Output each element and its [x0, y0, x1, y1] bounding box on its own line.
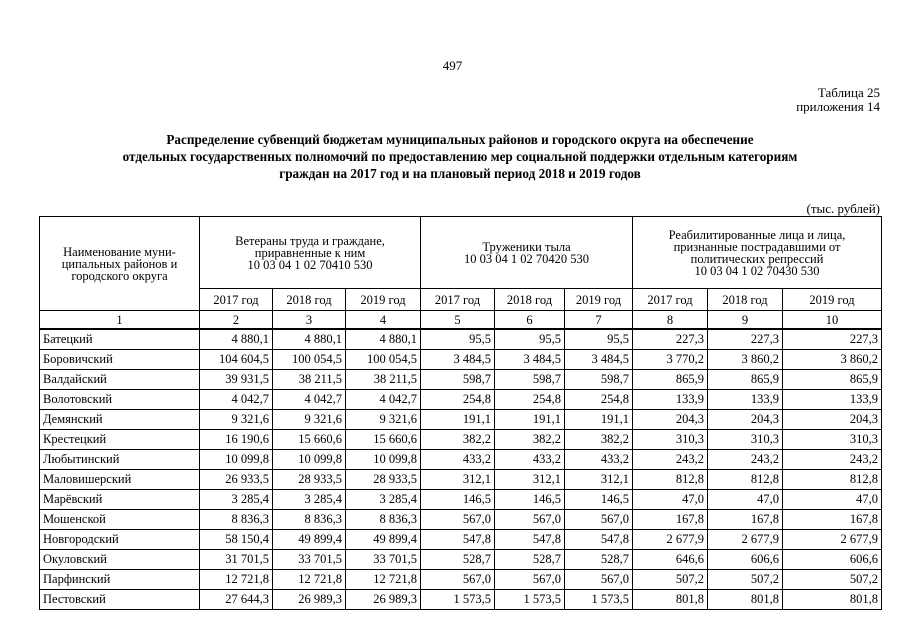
amount-cell: 104 604,5: [200, 350, 273, 370]
amount-cell: 38 211,5: [273, 370, 346, 390]
year-header: 2019 год: [783, 289, 882, 311]
amount-cell: 3 285,4: [200, 490, 273, 510]
amount-cell: 4 880,1: [273, 329, 346, 350]
year-header: 2018 год: [495, 289, 565, 311]
amount-cell: 567,0: [421, 570, 495, 590]
table-number: Таблица 25: [817, 85, 880, 100]
amount-cell: 1 573,5: [495, 590, 565, 610]
amount-cell: 167,8: [708, 510, 783, 530]
budget-code: 10 03 04 1 02 70430 530: [694, 263, 820, 278]
amount-cell: 567,0: [565, 510, 633, 530]
district-name: Окуловский: [40, 550, 200, 570]
amount-cell: 3 285,4: [346, 490, 421, 510]
amount-cell: 2 677,9: [633, 530, 708, 550]
amount-cell: 547,8: [421, 530, 495, 550]
title-line-2: отдельных государственных полномочий по предоставлению мер социальной поддержки отдельным категориям: [122, 149, 798, 164]
year-header: 2019 год: [346, 289, 421, 311]
year-header: 2017 год: [421, 289, 495, 311]
amount-cell: 26 989,3: [346, 590, 421, 610]
district-name: Батецкий: [40, 329, 200, 350]
district-name: Валдайский: [40, 370, 200, 390]
column-number: 6: [495, 311, 565, 330]
amount-cell: 3 484,5: [565, 350, 633, 370]
district-name: Крестецкий: [40, 430, 200, 450]
amount-cell: 3 484,5: [421, 350, 495, 370]
amount-cell: 9 321,6: [346, 410, 421, 430]
amount-cell: 528,7: [565, 550, 633, 570]
amount-cell: 310,3: [633, 430, 708, 450]
column-number: 1: [40, 311, 200, 330]
column-number: 3: [273, 311, 346, 330]
amount-cell: 865,9: [783, 370, 882, 390]
district-name: Новгородский: [40, 530, 200, 550]
year-header: 2018 год: [708, 289, 783, 311]
amount-cell: 3 285,4: [273, 490, 346, 510]
table-row: [40, 370, 882, 390]
amount-cell: 2 677,9: [708, 530, 783, 550]
amount-cell: 47,0: [633, 490, 708, 510]
document-title: [40, 131, 880, 182]
amount-cell: 312,1: [495, 470, 565, 490]
amount-cell: 4 042,7: [200, 390, 273, 410]
district-name: Демянский: [40, 410, 200, 430]
group-title: Ветераны труда и граждане, приравненные к ним: [235, 233, 385, 260]
year-header: 2019 год: [565, 289, 633, 311]
amount-cell: 100 054,5: [346, 350, 421, 370]
title-line-3: граждан на 2017 год и на плановый период 2018 и 2019 годов: [279, 166, 641, 181]
district-name: Пестовский: [40, 590, 200, 610]
amount-cell: 606,6: [783, 550, 882, 570]
amount-cell: 12 721,8: [346, 570, 421, 590]
amount-cell: 3 860,2: [708, 350, 783, 370]
amount-cell: 100 054,5: [273, 350, 346, 370]
amount-cell: 243,2: [783, 450, 882, 470]
group-title: Реабилитированные лица и лица, признанные пострадавшими от политических репрессий: [668, 227, 846, 266]
amount-cell: 547,8: [565, 530, 633, 550]
budget-code: 10 03 04 1 02 70410 530: [247, 257, 373, 272]
amount-cell: 146,5: [495, 490, 565, 510]
amount-cell: 312,1: [565, 470, 633, 490]
amount-cell: 8 836,3: [346, 510, 421, 530]
amount-cell: 254,8: [565, 390, 633, 410]
column-number: 4: [346, 311, 421, 330]
amount-cell: 9 321,6: [200, 410, 273, 430]
amount-cell: 598,7: [421, 370, 495, 390]
amount-cell: 646,6: [633, 550, 708, 570]
amount-cell: 598,7: [495, 370, 565, 390]
amount-cell: 8 836,3: [273, 510, 346, 530]
amount-cell: 227,3: [633, 329, 708, 350]
table-row: [40, 570, 882, 590]
amount-cell: 10 099,8: [346, 450, 421, 470]
amount-cell: 4 880,1: [200, 329, 273, 350]
amount-cell: 9 321,6: [273, 410, 346, 430]
amount-cell: 26 989,3: [273, 590, 346, 610]
table-row: [40, 410, 882, 430]
amount-cell: 865,9: [708, 370, 783, 390]
amount-cell: 58 150,4: [200, 530, 273, 550]
title-line-1: Распределение субвенций бюджетам муниципальных районов и городского округа на обеспечение: [166, 132, 754, 147]
amount-cell: 243,2: [708, 450, 783, 470]
amount-cell: 28 933,5: [273, 470, 346, 490]
name-column-header: [40, 217, 200, 311]
amount-cell: 812,8: [633, 470, 708, 490]
amount-cell: 547,8: [495, 530, 565, 550]
amount-cell: 3 770,2: [633, 350, 708, 370]
amount-cell: 133,9: [783, 390, 882, 410]
year-header: 2018 год: [273, 289, 346, 311]
table-row: [40, 430, 882, 450]
amount-cell: 31 701,5: [200, 550, 273, 570]
year-header: 2017 год: [633, 289, 708, 311]
amount-cell: 528,7: [495, 550, 565, 570]
amount-cell: 1 573,5: [421, 590, 495, 610]
subsidy-table: [39, 216, 882, 610]
amount-cell: 4 042,7: [346, 390, 421, 410]
table-row: [40, 390, 882, 410]
amount-cell: 801,8: [708, 590, 783, 610]
district-name: Мошенской: [40, 510, 200, 530]
amount-cell: 433,2: [495, 450, 565, 470]
amount-cell: 507,2: [633, 570, 708, 590]
district-name: Боровичский: [40, 350, 200, 370]
amount-cell: 312,1: [421, 470, 495, 490]
amount-cell: 227,3: [783, 329, 882, 350]
amount-cell: 15 660,6: [273, 430, 346, 450]
amount-cell: 191,1: [565, 410, 633, 430]
amount-cell: 8 836,3: [200, 510, 273, 530]
amount-cell: 567,0: [421, 510, 495, 530]
column-number: 9: [708, 311, 783, 330]
amount-cell: 507,2: [783, 570, 882, 590]
group-header-home-front-workers: [421, 217, 633, 289]
amount-cell: 254,8: [495, 390, 565, 410]
amount-cell: 310,3: [783, 430, 882, 450]
name-column-header-text: Наименование муни- ципальных районов и городского округа: [61, 244, 178, 283]
amount-cell: 865,9: [633, 370, 708, 390]
year-header: 2017 год: [200, 289, 273, 311]
units-label: (тыс. рублей): [806, 201, 880, 216]
table-body: [40, 329, 882, 610]
table-row: [40, 470, 882, 490]
column-number: 10: [783, 311, 882, 330]
amount-cell: 167,8: [633, 510, 708, 530]
amount-cell: 16 190,6: [200, 430, 273, 450]
amount-cell: 95,5: [421, 329, 495, 350]
amount-cell: 191,1: [495, 410, 565, 430]
amount-cell: 27 644,3: [200, 590, 273, 610]
amount-cell: 15 660,6: [346, 430, 421, 450]
table-row: [40, 510, 882, 530]
amount-cell: 310,3: [708, 430, 783, 450]
amount-cell: 1 573,5: [565, 590, 633, 610]
amount-cell: 227,3: [708, 329, 783, 350]
column-number: 2: [200, 311, 273, 330]
amount-cell: 191,1: [421, 410, 495, 430]
table-row: [40, 590, 882, 610]
district-name: Волотовский: [40, 390, 200, 410]
amount-cell: 812,8: [783, 470, 882, 490]
district-name: Любытинский: [40, 450, 200, 470]
amount-cell: 4 042,7: [273, 390, 346, 410]
amount-cell: 95,5: [565, 329, 633, 350]
table-row: [40, 450, 882, 470]
amount-cell: 10 099,8: [273, 450, 346, 470]
amount-cell: 12 721,8: [273, 570, 346, 590]
table-row: [40, 350, 882, 370]
amount-cell: 801,8: [783, 590, 882, 610]
amount-cell: 146,5: [421, 490, 495, 510]
amount-cell: 382,2: [495, 430, 565, 450]
group-header-veterans: [200, 217, 421, 289]
table-row: [40, 329, 882, 350]
amount-cell: 26 933,5: [200, 470, 273, 490]
appendix-reference: приложения 14: [796, 99, 880, 114]
amount-cell: 528,7: [421, 550, 495, 570]
amount-cell: 47,0: [708, 490, 783, 510]
amount-cell: 133,9: [633, 390, 708, 410]
amount-cell: 167,8: [783, 510, 882, 530]
amount-cell: 95,5: [495, 329, 565, 350]
amount-cell: 39 931,5: [200, 370, 273, 390]
amount-cell: 33 701,5: [273, 550, 346, 570]
amount-cell: 254,8: [421, 390, 495, 410]
amount-cell: 204,3: [783, 410, 882, 430]
amount-cell: 28 933,5: [346, 470, 421, 490]
table-row: [40, 550, 882, 570]
amount-cell: 10 099,8: [200, 450, 273, 470]
column-number: 5: [421, 311, 495, 330]
amount-cell: 12 721,8: [200, 570, 273, 590]
amount-cell: 433,2: [565, 450, 633, 470]
amount-cell: 433,2: [421, 450, 495, 470]
district-name: Маловишерский: [40, 470, 200, 490]
column-number: 7: [565, 311, 633, 330]
table-reference: [796, 86, 880, 114]
amount-cell: 146,5: [565, 490, 633, 510]
district-name: Парфинский: [40, 570, 200, 590]
amount-cell: 47,0: [783, 490, 882, 510]
amount-cell: 606,6: [708, 550, 783, 570]
amount-cell: 382,2: [421, 430, 495, 450]
column-number-row: [40, 311, 882, 330]
amount-cell: 204,3: [708, 410, 783, 430]
amount-cell: 204,3: [633, 410, 708, 430]
amount-cell: 38 211,5: [346, 370, 421, 390]
amount-cell: 133,9: [708, 390, 783, 410]
amount-cell: 382,2: [565, 430, 633, 450]
table-row: [40, 490, 882, 510]
group-header-rehabilitated: [633, 217, 882, 289]
amount-cell: 49 899,4: [273, 530, 346, 550]
amount-cell: 33 701,5: [346, 550, 421, 570]
amount-cell: 49 899,4: [346, 530, 421, 550]
group-title: Труженики тыла: [482, 239, 571, 254]
amount-cell: 507,2: [708, 570, 783, 590]
page-number: 497: [442, 58, 463, 73]
amount-cell: 4 880,1: [346, 329, 421, 350]
budget-code: 10 03 04 1 02 70420 530: [464, 251, 590, 266]
district-name: Марёвский: [40, 490, 200, 510]
amount-cell: 2 677,9: [783, 530, 882, 550]
amount-cell: 812,8: [708, 470, 783, 490]
column-number: 8: [633, 311, 708, 330]
amount-cell: 567,0: [495, 510, 565, 530]
amount-cell: 3 860,2: [783, 350, 882, 370]
amount-cell: 801,8: [633, 590, 708, 610]
amount-cell: 243,2: [633, 450, 708, 470]
amount-cell: 567,0: [565, 570, 633, 590]
table-row: [40, 530, 882, 550]
amount-cell: 598,7: [565, 370, 633, 390]
amount-cell: 3 484,5: [495, 350, 565, 370]
amount-cell: 567,0: [495, 570, 565, 590]
